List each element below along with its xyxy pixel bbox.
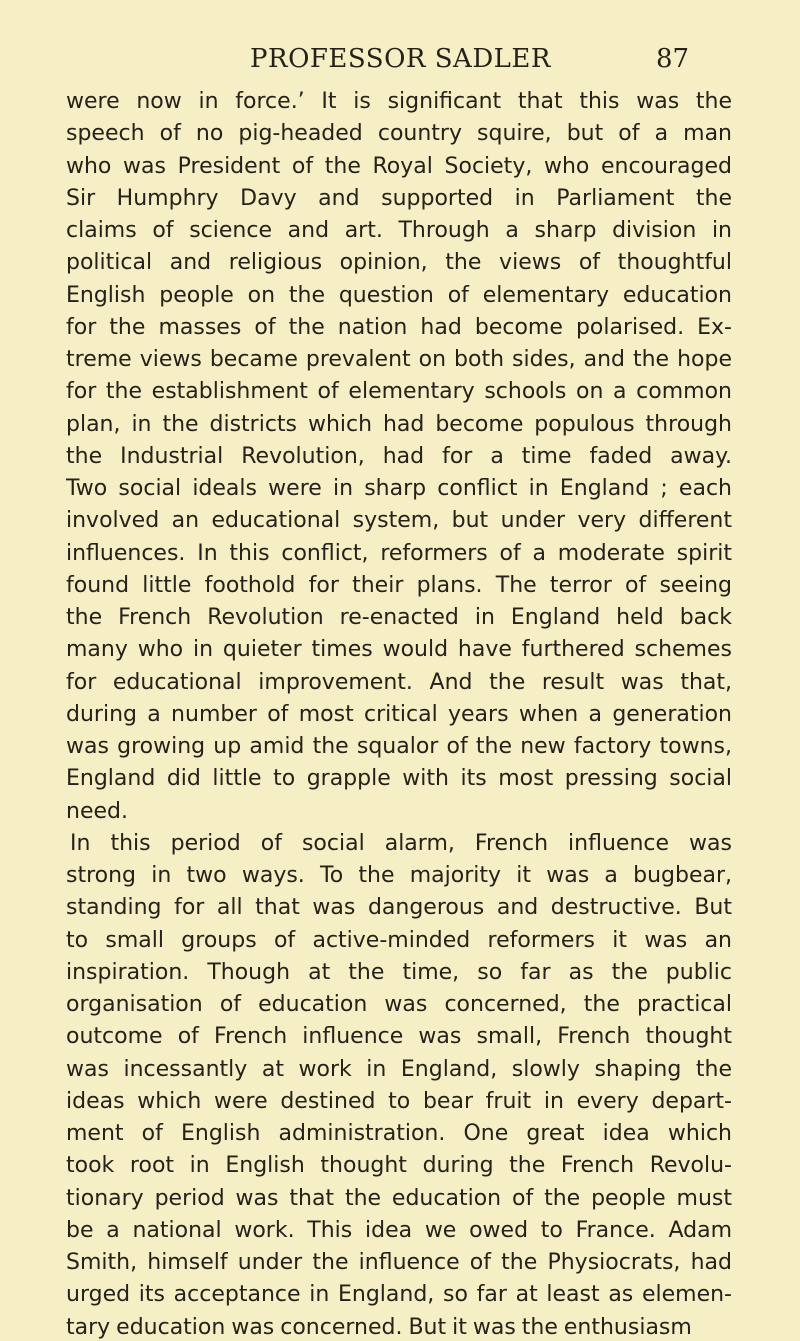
text-line: urged its acceptance in England, so far at least as elemen- <box>66 1282 732 1308</box>
text-line: be a national work. This idea we owed to France. Adam <box>66 1217 732 1243</box>
text-line: the Industrial Revolution, had for a time faded away. <box>66 443 732 469</box>
text-line: were now in force.’ It is significant that this was the <box>66 89 732 114</box>
text-line: for the masses of the nation had become polarised. Ex- <box>66 314 732 340</box>
text-line: found little foothold for their plans. The terror of seeing <box>66 572 732 598</box>
text-line: involved an educational system, but under very different <box>66 508 732 534</box>
text-line: claims of science and art. Through a sharp division in <box>66 218 732 243</box>
text-line: treme views became prevalent on both sides, and the hope <box>66 347 732 372</box>
page-number: 87 <box>656 44 690 74</box>
text-line: In this period of social alarm, French influence was <box>70 830 732 856</box>
text-line: was incessantly at work in England, slowly shaping the <box>66 1056 732 1082</box>
text-line: need. <box>66 798 128 824</box>
text-line: tary education was concerned. But it was the enthusiasm <box>66 1314 692 1340</box>
text-line: ideas which were destined to bear fruit in every depart- <box>66 1088 732 1114</box>
text-line: influences. In this conflict, reformers of a moderate spirit <box>66 540 732 566</box>
text-line: to small groups of active-minded reformers it was an <box>66 927 732 953</box>
text-line: who was President of the Royal Society, who encouraged <box>66 153 732 179</box>
text-line: the French Revolution re-enacted in England held back <box>66 605 732 630</box>
text-line: during a number of most critical years when a generation <box>66 701 732 727</box>
text-line: for the establishment of elementary schools on a common <box>66 379 732 405</box>
text-line: Two social ideals were in sharp conflict in England ; each <box>66 476 732 501</box>
text-line: for educational improvement. And the result was that, <box>66 669 732 695</box>
text-line: speech of no pig-headed country squire, but of a man <box>66 121 732 147</box>
text-line: took root in English thought during the French Revolu- <box>66 1153 732 1179</box>
text-line: England did little to grapple with its most pressing social <box>66 766 732 792</box>
text-line: was growing up amid the squalor of the new factory towns, <box>66 734 732 759</box>
text-line: Smith, himself under the influence of the Physiocrats, had <box>66 1250 732 1275</box>
text-line: organisation of education was concerned, the practical <box>66 992 732 1017</box>
text-line: inspiration. Though at the time, so far as the public <box>66 959 732 985</box>
text-line: tionary period was that the education of the people must <box>66 1185 732 1211</box>
text-line: standing for all that was dangerous and destructive. But <box>66 895 732 921</box>
text-line: ment of English administration. One great idea which <box>66 1121 732 1146</box>
text-line: Sir Humphry Davy and supported in Parliament the <box>66 185 732 211</box>
running-head: PROFESSOR SADLER <box>250 44 551 74</box>
text-line: English people on the question of elementary education <box>66 282 732 308</box>
text-line: many who in quieter times would have furthered schemes <box>66 637 732 663</box>
text-line: plan, in the districts which had become populous through <box>66 411 732 437</box>
text-line: strong in two ways. To the majority it was a bugbear, <box>66 863 732 888</box>
text-line: outcome of French influence was small, French thought <box>66 1024 732 1050</box>
body-text <box>66 86 732 1341</box>
text-line: political and religious opinion, the views of thoughtful <box>66 250 732 276</box>
